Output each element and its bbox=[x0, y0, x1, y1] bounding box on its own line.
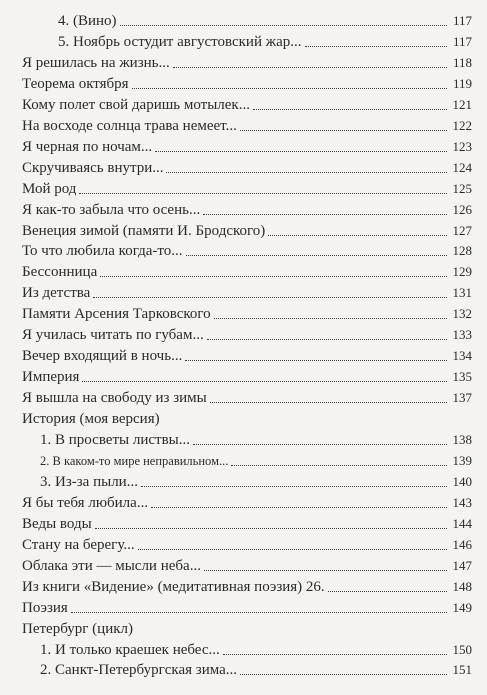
toc-entry-title: Из детства bbox=[22, 285, 91, 302]
toc-entry-page-number: 124 bbox=[452, 159, 472, 175]
toc-entry bbox=[22, 553, 472, 575]
toc-entry-title: 2. В каком-то мире неправильном... bbox=[40, 453, 229, 468]
toc-entry-title: Я училась читать по губам... bbox=[22, 327, 204, 344]
toc-entry-page-number: 144 bbox=[452, 515, 472, 531]
toc-entry bbox=[22, 218, 472, 240]
dot-leader bbox=[253, 109, 447, 110]
toc-entry bbox=[22, 197, 472, 219]
dot-leader bbox=[207, 339, 447, 340]
toc-entry bbox=[40, 657, 472, 679]
toc-entry-title: 1. В просветы листвы... bbox=[40, 432, 190, 448]
dot-leader bbox=[155, 151, 447, 152]
toc-entry bbox=[22, 134, 472, 156]
toc-entry bbox=[22, 574, 472, 596]
toc-entry-page-number: 118 bbox=[452, 54, 472, 70]
toc-entry-page-number: 122 bbox=[452, 117, 472, 133]
dot-leader bbox=[240, 674, 447, 675]
dot-leader bbox=[141, 486, 447, 487]
toc-entry bbox=[22, 322, 472, 344]
toc-entry bbox=[40, 448, 472, 470]
dot-leader bbox=[79, 193, 447, 194]
toc-entry-title: 5. Ноябрь остудит августовский жар... bbox=[58, 33, 302, 50]
toc-entry-page-number: 147 bbox=[452, 557, 472, 573]
toc-entry-title: Из книги «Видение» (медитативная поэзия) 26. bbox=[22, 578, 325, 595]
dot-leader bbox=[93, 297, 447, 298]
toc-entry bbox=[22, 280, 472, 302]
toc-entry-title: История (моя версия) bbox=[22, 411, 160, 428]
toc-entry-title: Вечер входящий в ночь... bbox=[22, 348, 183, 365]
toc-entry-title: Памяти Арсения Тарковского bbox=[22, 306, 211, 323]
toc-entry bbox=[40, 427, 472, 449]
toc-entry-page-number: 121 bbox=[452, 96, 472, 112]
toc-entry-page-number: 123 bbox=[452, 138, 472, 154]
toc-entry bbox=[22, 155, 472, 177]
toc-entry bbox=[22, 406, 472, 428]
dot-leader bbox=[151, 507, 447, 508]
dot-leader bbox=[203, 214, 447, 215]
dot-leader bbox=[132, 88, 447, 89]
toc-entry-title: Поэзия bbox=[22, 599, 68, 616]
dot-leader bbox=[268, 235, 447, 236]
toc-entry bbox=[22, 511, 472, 533]
toc-entry-page-number: 143 bbox=[452, 494, 472, 510]
toc-entry-title: Я бы тебя любила... bbox=[22, 494, 149, 511]
dot-leader bbox=[193, 444, 447, 445]
toc-entry-title: Кому полет свой даришь мотылек... bbox=[22, 96, 250, 113]
toc-entry-title: Облака эти — мысли неба... bbox=[22, 557, 201, 574]
dot-leader bbox=[120, 25, 447, 26]
toc-entry bbox=[22, 595, 472, 617]
toc-entry-page-number: 140 bbox=[452, 473, 472, 489]
toc-entry bbox=[22, 616, 472, 638]
dot-leader bbox=[185, 360, 447, 361]
dot-leader bbox=[210, 402, 447, 403]
toc-entry-page-number: 151 bbox=[452, 662, 472, 678]
toc-entry-page-number: 119 bbox=[452, 75, 472, 91]
toc-entry-title: Я вышла на свободу из зимы bbox=[22, 390, 207, 407]
toc-entry-title: Стану на берегу... bbox=[22, 536, 135, 553]
toc-entry-page-number: 131 bbox=[452, 285, 472, 301]
toc-entry-title: Бессонница bbox=[22, 264, 98, 281]
dot-leader bbox=[166, 172, 447, 173]
dot-leader bbox=[305, 46, 447, 47]
toc-entry-page-number: 129 bbox=[452, 264, 472, 280]
toc-entry bbox=[22, 490, 472, 512]
toc-entry-page-number: 150 bbox=[452, 641, 472, 657]
toc-entry-page-number: 128 bbox=[452, 243, 472, 259]
dot-leader bbox=[173, 67, 447, 68]
dot-leader bbox=[328, 591, 447, 592]
dot-leader bbox=[82, 381, 447, 382]
toc-entry bbox=[22, 343, 472, 365]
toc-entry bbox=[58, 8, 472, 30]
dot-leader bbox=[95, 528, 447, 529]
toc-entry bbox=[22, 238, 472, 260]
dot-leader bbox=[100, 276, 447, 277]
toc-entry-title: 4. (Вино) bbox=[58, 13, 117, 29]
dot-leader bbox=[186, 255, 447, 256]
toc-entry bbox=[22, 92, 472, 114]
toc-entry-page-number: 148 bbox=[452, 578, 472, 594]
toc-entry-title: Петербург (цикл) bbox=[22, 620, 133, 637]
dot-leader bbox=[240, 130, 447, 131]
toc-entry-title: Венеция зимой (памяти И. Бродского) bbox=[22, 222, 266, 239]
dot-leader bbox=[214, 318, 447, 319]
toc-entry-title: Скручиваясь внутри... bbox=[22, 159, 164, 176]
toc-entry-title: Я как-то забыла что осень... bbox=[22, 201, 201, 218]
toc-entry-title: Империя bbox=[22, 369, 80, 386]
toc-entry bbox=[40, 637, 472, 659]
toc-entry-title: 2. Санкт-Петербургская зима... bbox=[40, 662, 238, 679]
toc-entry-page-number: 139 bbox=[452, 452, 472, 468]
toc-entry-title: На восходе солнца трава немеет... bbox=[22, 117, 237, 134]
toc-entry-page-number: 125 bbox=[452, 180, 472, 196]
toc-entry bbox=[22, 176, 472, 198]
toc-entry-title: Я решилась на жизнь... bbox=[22, 54, 170, 71]
toc-entry-page-number: 146 bbox=[452, 536, 472, 552]
toc-entry-title: Я черная по ночам... bbox=[22, 138, 153, 155]
toc-entry-page-number: 132 bbox=[452, 306, 472, 322]
toc-entry bbox=[40, 469, 472, 491]
toc-entry-title: То что любила когда-то... bbox=[22, 243, 183, 260]
toc-entry bbox=[22, 301, 472, 323]
toc-entry bbox=[58, 29, 472, 51]
toc-entry bbox=[22, 71, 472, 93]
dot-leader bbox=[71, 612, 447, 613]
toc-entry-title: Веды воды bbox=[22, 515, 92, 532]
toc-entry-page-number: 149 bbox=[452, 599, 472, 615]
dot-leader bbox=[138, 549, 447, 550]
toc-entry bbox=[22, 364, 472, 386]
toc-entry-page-number: 127 bbox=[452, 222, 472, 238]
toc-entry bbox=[22, 385, 472, 407]
toc-entry-title: Теорема октября bbox=[22, 75, 129, 92]
toc-entry-page-number: 135 bbox=[452, 369, 472, 385]
toc-entry-page-number: 134 bbox=[452, 348, 472, 364]
toc-entry-page-number: 138 bbox=[452, 432, 472, 447]
dot-leader bbox=[223, 654, 447, 655]
toc-entry bbox=[22, 113, 472, 135]
toc-entry bbox=[22, 259, 472, 281]
toc-entry-page-number: 126 bbox=[452, 201, 472, 217]
dot-leader bbox=[231, 465, 447, 466]
toc-entry bbox=[22, 532, 472, 554]
toc-entry-page-number: 137 bbox=[452, 390, 472, 406]
toc-entry-title: 1. И только краешек небес... bbox=[40, 641, 220, 658]
toc-entry-title: Мой род bbox=[22, 180, 77, 197]
toc-entry-page-number: 133 bbox=[452, 327, 472, 343]
toc-entry bbox=[22, 50, 472, 72]
toc-entry-page-number: 117 bbox=[452, 13, 472, 28]
toc-entry-page-number: 117 bbox=[452, 33, 472, 49]
dot-leader bbox=[204, 570, 447, 571]
toc-entry-title: 3. Из-за пыли... bbox=[40, 473, 138, 490]
